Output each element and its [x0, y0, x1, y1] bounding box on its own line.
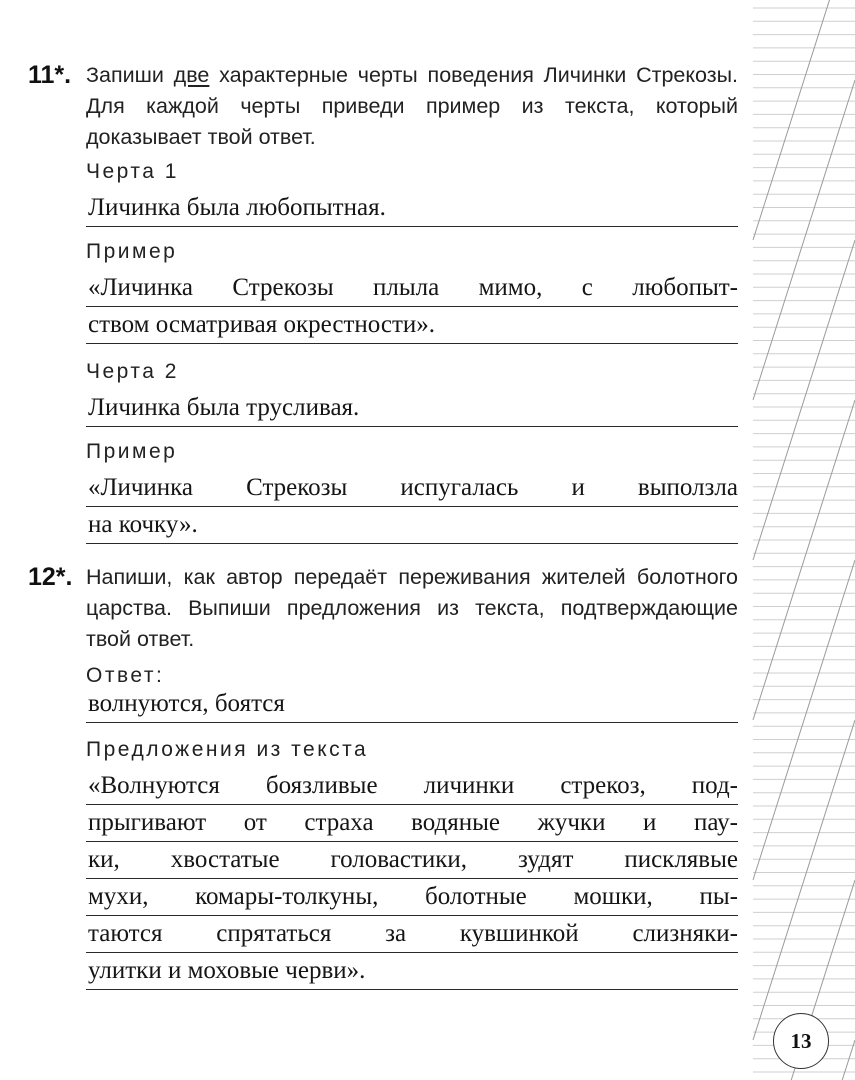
answer-line: на кочку». [86, 507, 738, 544]
answer-text [86, 686, 738, 723]
slant-line [753, 240, 855, 560]
answer-line: прыгивают от страха водяные жучки и пау- [86, 805, 738, 842]
example2-answer [86, 470, 738, 544]
page-number: 13 [773, 1013, 829, 1069]
answer-line: «Волнуются боязливые личинки стрекоз, под- [86, 768, 738, 805]
answer-line: волнуются, боятся [86, 686, 738, 723]
task-number: 12*. [28, 563, 73, 591]
example2-label: Пример [86, 440, 178, 463]
trait2-label: Черта 2 [86, 360, 179, 383]
trait1-label: Черта 1 [86, 160, 179, 183]
answer-line: «Личинка Стрекозы испугалась и выползла [86, 470, 738, 507]
trait2-answer [86, 390, 738, 427]
answer-label: Ответ: [86, 664, 165, 687]
example1-label: Пример [86, 240, 178, 263]
ruled-margin [748, 0, 855, 1080]
sentences-answer [86, 768, 738, 990]
example1-answer [86, 270, 738, 344]
answer-line: таются спрятаться за кувшинкой слизняки- [86, 916, 738, 953]
answer-line: ки, хвостатые головастики, зудят писклявые [86, 842, 738, 879]
answer-line: Личинка была трусливая. [86, 390, 738, 427]
trait1-answer [86, 190, 738, 227]
prompt-text: характерные черты поведения Личинки Стрекозы. Для каждой черты приведи пример из текста, который доказывает твой ответ. [86, 63, 739, 149]
task-number: 11*. [28, 61, 72, 89]
answer-line: «Личинка Стрекозы плыла мимо, с любопыт- [86, 270, 738, 307]
slant-line [753, 560, 855, 880]
task-prompt [86, 60, 738, 153]
answer-line: мухи, комары-толкуны, болотные мошки, пы- [86, 879, 738, 916]
answer-line: ством осматривая окрестности». [86, 307, 738, 344]
answer-line: Личинка была любопытная. [86, 190, 738, 227]
slant-line [753, 0, 855, 240]
sentences-label: Предложения из текста [86, 738, 369, 761]
answer-line: улитки и моховые черви». [86, 953, 738, 990]
prompt-emphasis: две [173, 63, 210, 87]
prompt-text: Запиши [86, 63, 174, 87]
slant-line [753, 400, 855, 720]
task-prompt: Напиши, как автор передаёт переживания жителей болотного царства. Выпиши предложения из текста, подтверждающие твой ответ. [86, 565, 738, 651]
margin-lines [748, 0, 855, 1080]
